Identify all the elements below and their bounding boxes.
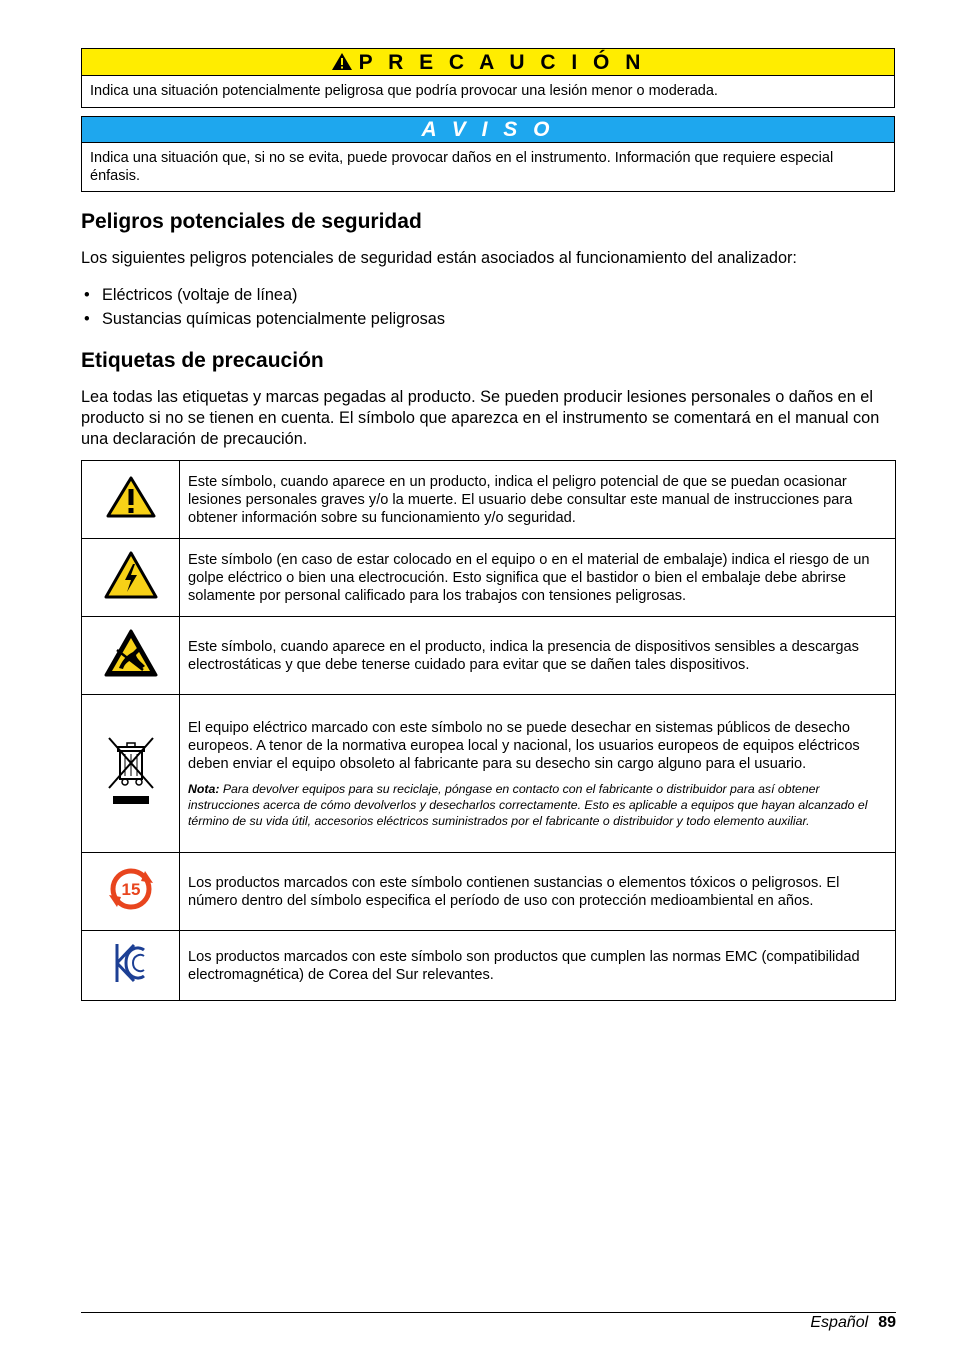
table-row [82, 539, 896, 617]
aviso-box [81, 116, 895, 192]
page-footer [810, 1312, 896, 1334]
symbol-description: Los productos marcados con este símbolo contienen sustancias o elementos tóxicos o peligrosos. El número dentro del símbolo especifica el período de uso con protección medioambiental en años. [180, 853, 896, 931]
list-item: • Eléctricos (voltaje de línea) [84, 286, 298, 304]
note [188, 781, 887, 829]
symbol-description: Este símbolo, cuando aparece en el producto, indica la presencia de dispositivos sensibles a descargas electrostáticas y que debe tenerse cuidado para evitar que se dañen tales dispositivos. [180, 617, 896, 695]
china-rohs-15-icon [107, 865, 155, 913]
warning-triangle-icon [331, 52, 353, 71]
aviso-title: A V I S O [82, 117, 894, 143]
section-intro-etiquetas: Lea todas las etiquetas y marcas pegadas al producto. Se pueden producir lesiones personales o daños en el producto si no se tienen en cuenta. El símbolo que aparezca en el instrumento se comentará en el manual con una declaración de precaución. [81, 388, 880, 448]
symbol-description: Los productos marcados con este símbolo son productos que cumplen las normas EMC (compatibilidad electromagnética) de Corea del Sur relevantes. [180, 931, 896, 1001]
footer-language: Español [810, 1314, 869, 1331]
list-item: • Sustancias químicas potencialmente peligrosas [84, 310, 445, 328]
weee-bin-icon [105, 736, 157, 806]
precaucion-title: P R E C A U C I Ó N [358, 51, 646, 74]
section-heading-peligros: Peligros potenciales de seguridad [81, 210, 422, 233]
table-row [82, 853, 896, 931]
precaucion-box [81, 48, 895, 108]
symbol-description: El equipo eléctrico marcado con este símbolo no se puede desechar en sistemas públicos de desecho europeos. A tenor de la normativa europea local y nacional, los usuarios europeos de equipos eléctricos deben enviar el equipo obsoleto al fabricante para su desecho sin cargo alguno para el usuario. [188, 719, 860, 772]
rohs-number: 15 [121, 880, 140, 899]
symbols-table [81, 460, 896, 1001]
aviso-text: Indica una situación que, si no se evita, puede provocar daños en el instrumento. Información que requiere especial énfasis. [90, 150, 834, 184]
symbol-description: Este símbolo, cuando aparece en un producto, indica el peligro potencial de que se puedan ocasionar lesiones personales graves y/o la muerte. El usuario debe consultar este manual de instrucciones para obtener información sobre su funcionamiento y/o seguridad. [180, 461, 896, 539]
section-heading-etiquetas: Etiquetas de precaución [81, 349, 324, 372]
hazard-list [81, 283, 445, 331]
table-row [82, 695, 896, 853]
page-number: 89 [878, 1314, 896, 1331]
electric-shock-icon [103, 550, 159, 600]
note-label: Nota: [188, 781, 220, 796]
kc-mark-icon [114, 941, 148, 985]
section-intro-peligros: Los siguientes peligros potenciales de seguridad están asociados al funcionamiento del analizador: [81, 249, 797, 267]
note-text: Para devolver equipos para su reciclaje, póngase en contacto con el fabricante o distribuidor para así obtener instrucciones acerca de cómo devolverlos y desecharlos correctamente. Esto es aplicable a equipos que hayan alcanzado el término de su vida útil, accesorios eléctricos suministrados por el fabricante o distribuidor y todo elemento auxiliar. [188, 781, 868, 828]
symbol-description: Este símbolo (en caso de estar colocado en el equipo o en el material de embalaje) indica el riesgo de un golpe eléctrico o bien una electrocución. Esto significa que el bastidor o bien el embalaje debe abrirse solamente por personal calificado para los trabajos con tensiones peligrosas. [180, 539, 896, 617]
precaucion-header [82, 49, 894, 76]
general-warning-icon [105, 475, 157, 519]
footer-divider [81, 1312, 896, 1313]
table-row [82, 617, 896, 695]
esd-icon [103, 628, 159, 678]
table-row [82, 931, 896, 1001]
table-row [82, 461, 896, 539]
precaucion-text: Indica una situación potencialmente peligrosa que podría provocar una lesión menor o moderada. [90, 83, 718, 99]
